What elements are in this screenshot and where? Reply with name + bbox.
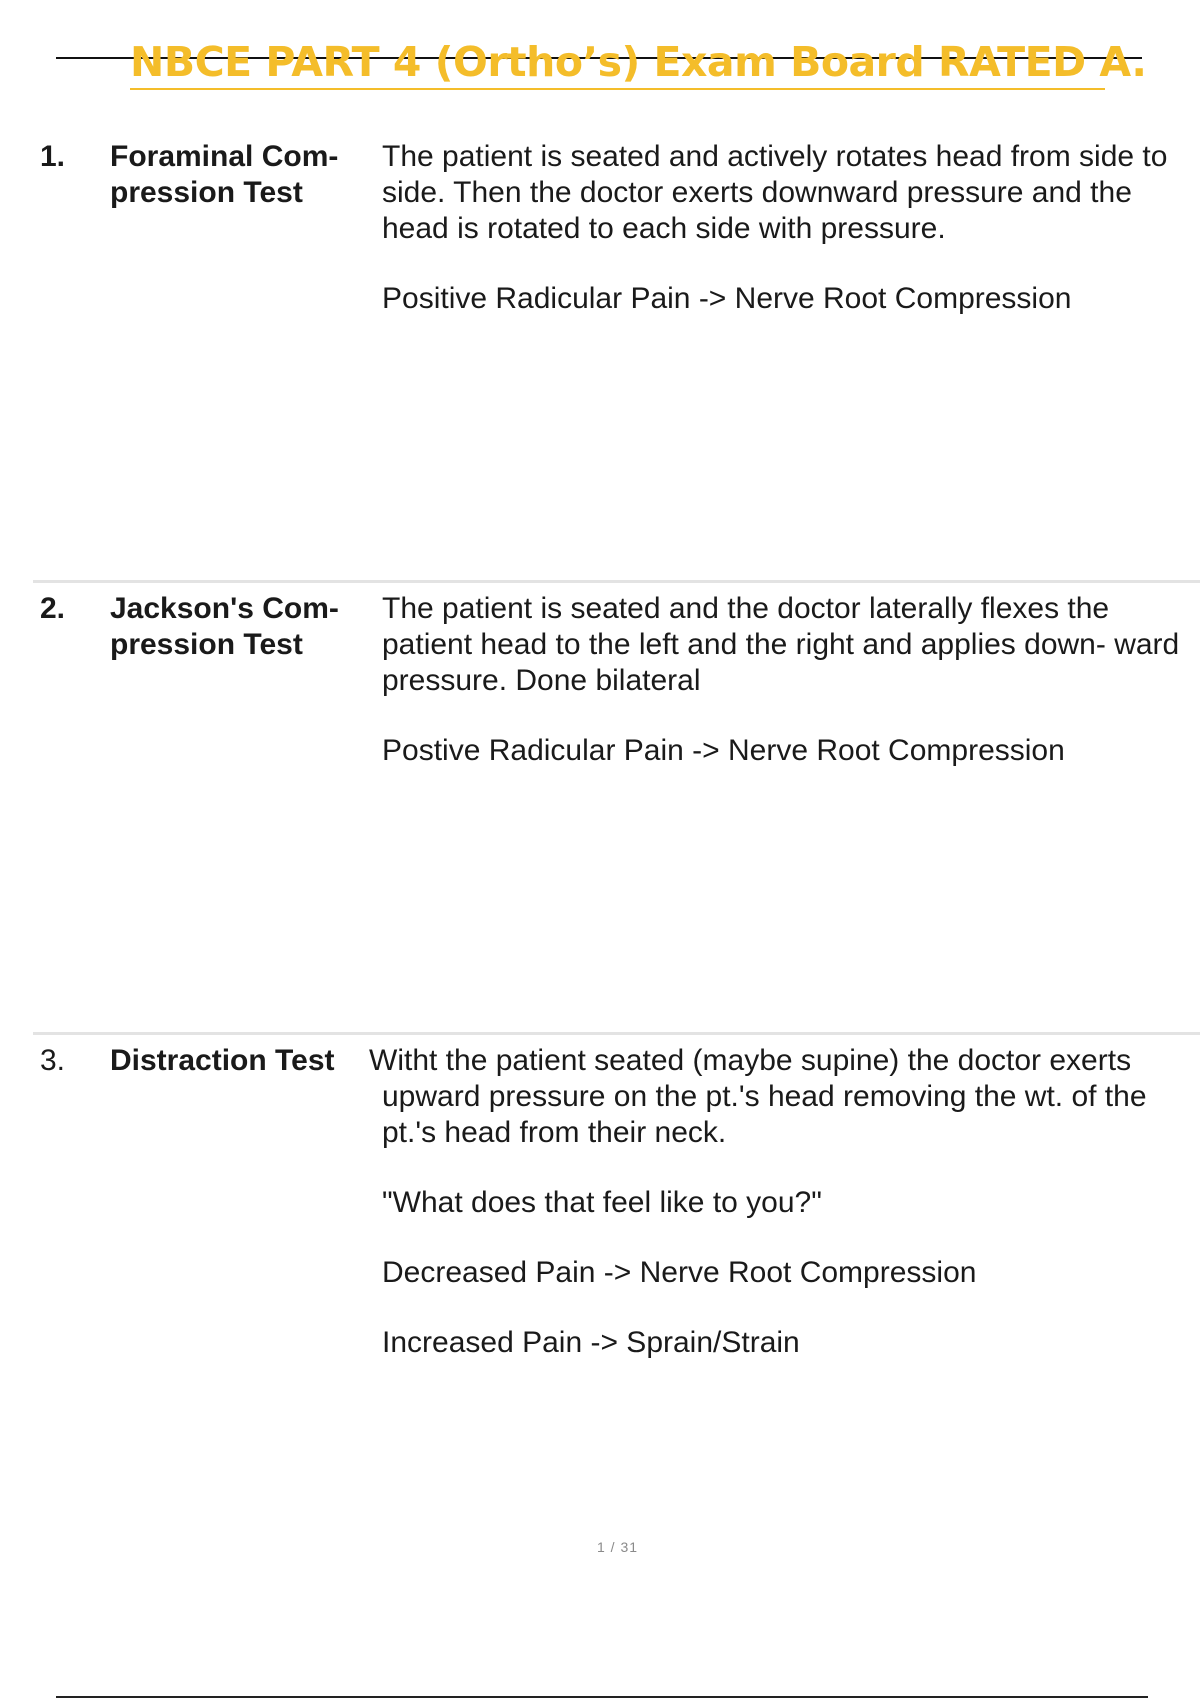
answer-paragraph: Decreased Pain -> Nerve Root Compression <box>382 1256 977 1289</box>
answer-paragraph: The patient is seated and actively rotates head from side to side. Then the doctor exerts downward pressure and the head is rotated to each side with pressure. <box>382 140 1168 245</box>
card-answer <box>382 139 1192 351</box>
page-bottom-rule <box>56 1696 1148 1698</box>
card-term: Foraminal Com- pression Test <box>110 140 339 209</box>
card-divider <box>33 580 1200 583</box>
document-header <box>0 36 1200 96</box>
card-answer <box>369 1043 1192 1395</box>
answer-paragraph: Increased Pain -> Sprain/Strain <box>382 1326 800 1359</box>
answer-paragraph: "What does that feel like to you?" <box>382 1186 822 1219</box>
card-term: Jackson's Com- pression Test <box>110 592 339 661</box>
card-answer <box>382 591 1192 803</box>
card-number: 1. <box>40 140 66 173</box>
answer-paragraph: Witht the patient seated (maybe supine) the doctor exerts upward pressure on the pt.'s head removing the wt. of the pt.'s head from their neck. <box>369 1044 1147 1149</box>
card-divider <box>33 1032 1200 1035</box>
answer-paragraph: Postive Radicular Pain -> Nerve Root Compression <box>382 734 1065 767</box>
answer-paragraph: The patient is seated and the doctor laterally flexes the patient head to the left and the right and applies down- ward pressure. Done bilateral <box>382 592 1180 697</box>
document-title: NBCE PART 4 (Ortho’s) Exam Board RATED A. <box>130 36 1105 90</box>
card-number: 2. <box>40 592 66 625</box>
answer-paragraph: Positive Radicular Pain -> Nerve Root Compression <box>382 282 1072 315</box>
card-term: Distraction Test <box>110 1044 335 1077</box>
page-indicator: 1 / 31 <box>596 1539 639 1555</box>
card-number: 3. <box>40 1044 66 1077</box>
